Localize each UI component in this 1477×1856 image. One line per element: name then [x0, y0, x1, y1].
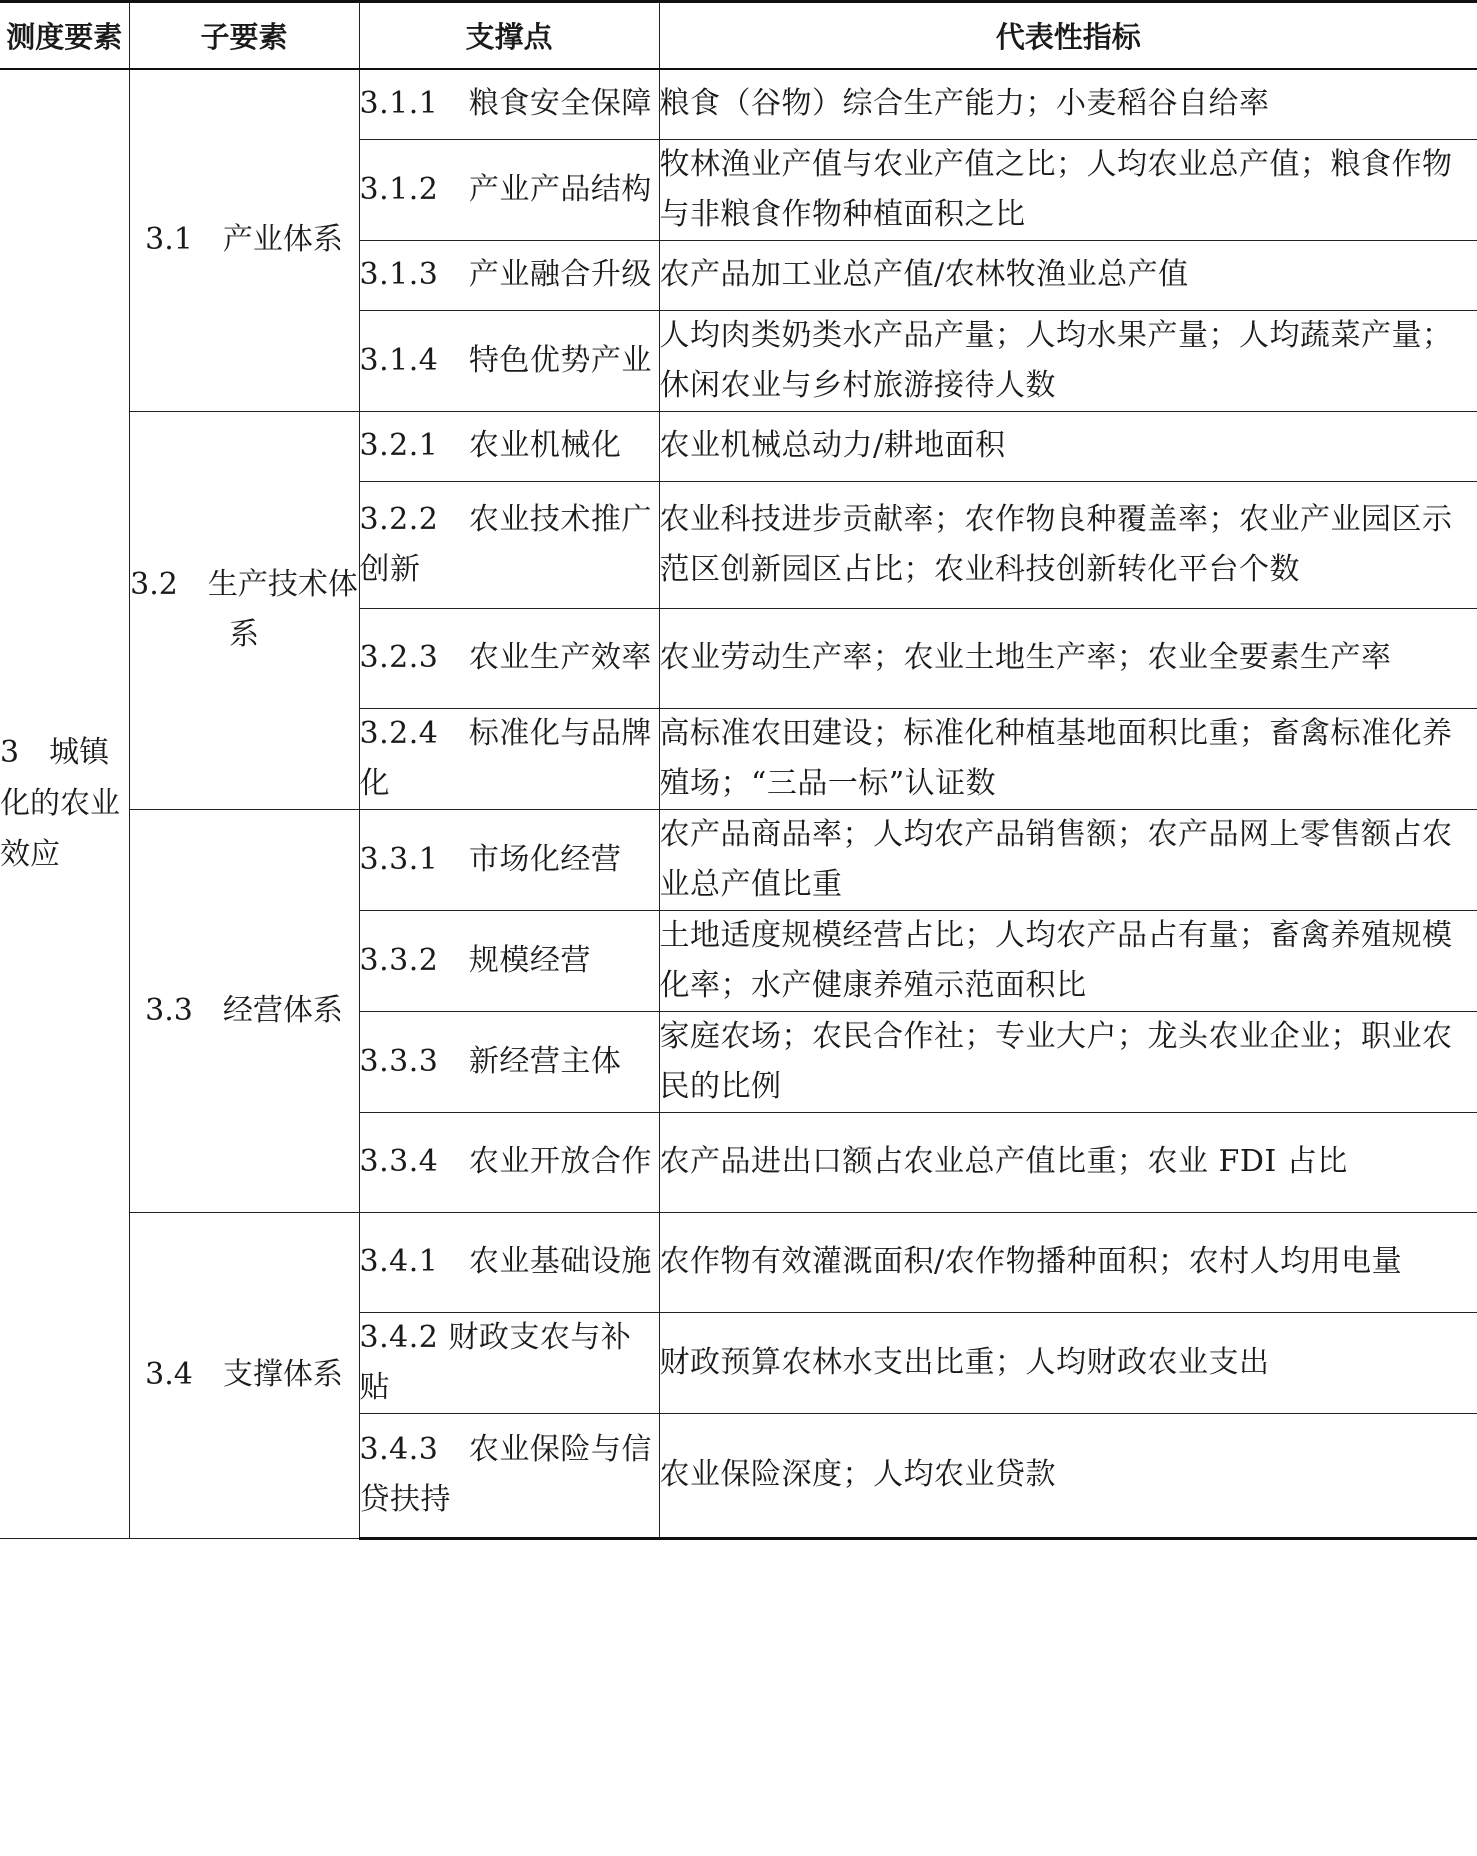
indicator-cell: 人均肉类奶类水产品产量；人均水果产量；人均蔬菜产量；休闲农业与乡村旅游接待人数 — [659, 310, 1477, 411]
sub-element-cell: 3.2 生产技术体系 — [129, 411, 359, 809]
indicator-cell: 农业科技进步贡献率；农作物良种覆盖率；农业产业园区示范区创新园区占比；农业科技创新转化平台个数 — [659, 481, 1477, 608]
support-point-cell: 3.4.2 财政支农与补贴 — [359, 1312, 659, 1413]
indicator-cell: 牧林渔业产值与农业产值之比；人均农业总产值；粮食作物与非粮食作物种植面积之比 — [659, 139, 1477, 240]
support-point-cell: 3.3.2 规模经营 — [359, 910, 659, 1011]
indicator-cell: 农产品加工业总产值/农林牧渔业总产值 — [659, 240, 1477, 310]
table-row — [0, 69, 1477, 139]
indicator-cell: 高标准农田建设；标准化种植基地面积比重；畜禽标准化养殖场；“三品一标”认证数 — [659, 708, 1477, 809]
indicator-cell: 粮食（谷物）综合生产能力；小麦稻谷自给率 — [659, 69, 1477, 139]
support-point-cell: 3.4.3 农业保险与信贷扶持 — [359, 1413, 659, 1538]
support-point-cell: 3.3.4 农业开放合作 — [359, 1112, 659, 1212]
indicator-cell: 农业劳动生产率；农业土地生产率；农业全要素生产率 — [659, 608, 1477, 708]
support-point-cell: 3.3.1 市场化经营 — [359, 809, 659, 910]
sub-element-cell: 3.3 经营体系 — [129, 809, 359, 1212]
support-point-cell: 3.1.2 产业产品结构 — [359, 139, 659, 240]
indicator-cell: 农产品进出口额占农业总产值比重；农业 FDI 占比 — [659, 1112, 1477, 1212]
header-indicator: 代表性指标 — [659, 2, 1477, 70]
sub-element-cell: 3.4 支撑体系 — [129, 1212, 359, 1538]
table-row — [0, 411, 1477, 481]
header-element: 测度要素 — [0, 2, 129, 70]
table-row — [0, 809, 1477, 910]
indicator-cell: 家庭农场；农民合作社；专业大户；龙头农业企业；职业农民的比例 — [659, 1011, 1477, 1112]
indicator-cell: 农作物有效灌溉面积/农作物播种面积；农村人均用电量 — [659, 1212, 1477, 1312]
header-sub-element: 子要素 — [129, 2, 359, 70]
support-point-cell: 3.2.3 农业生产效率 — [359, 608, 659, 708]
header-row — [0, 2, 1477, 70]
support-point-cell: 3.4.1 农业基础设施 — [359, 1212, 659, 1312]
element-cell: 3 城镇化的农业效应 — [0, 69, 129, 1538]
indicator-cell: 财政预算农林水支出比重；人均财政农业支出 — [659, 1312, 1477, 1413]
table-row — [0, 1212, 1477, 1312]
support-point-cell: 3.2.1 农业机械化 — [359, 411, 659, 481]
support-point-cell: 3.1.3 产业融合升级 — [359, 240, 659, 310]
indicator-cell: 农业机械总动力/耕地面积 — [659, 411, 1477, 481]
support-point-cell: 3.3.3 新经营主体 — [359, 1011, 659, 1112]
indicator-cell: 农产品商品率；人均农产品销售额；农产品网上零售额占农业总产值比重 — [659, 809, 1477, 910]
support-point-cell: 3.2.4 标准化与品牌化 — [359, 708, 659, 809]
indicator-cell: 农业保险深度；人均农业贷款 — [659, 1413, 1477, 1538]
support-point-cell: 3.1.4 特色优势产业 — [359, 310, 659, 411]
sub-element-cell: 3.1 产业体系 — [129, 69, 359, 411]
header-support-point: 支撑点 — [359, 2, 659, 70]
indicator-cell: 土地适度规模经营占比；人均农产品占有量；畜禽养殖规模化率；水产健康养殖示范面积比 — [659, 910, 1477, 1011]
support-point-cell: 3.2.2 农业技术推广创新 — [359, 481, 659, 608]
support-point-cell: 3.1.1 粮食安全保障 — [359, 69, 659, 139]
